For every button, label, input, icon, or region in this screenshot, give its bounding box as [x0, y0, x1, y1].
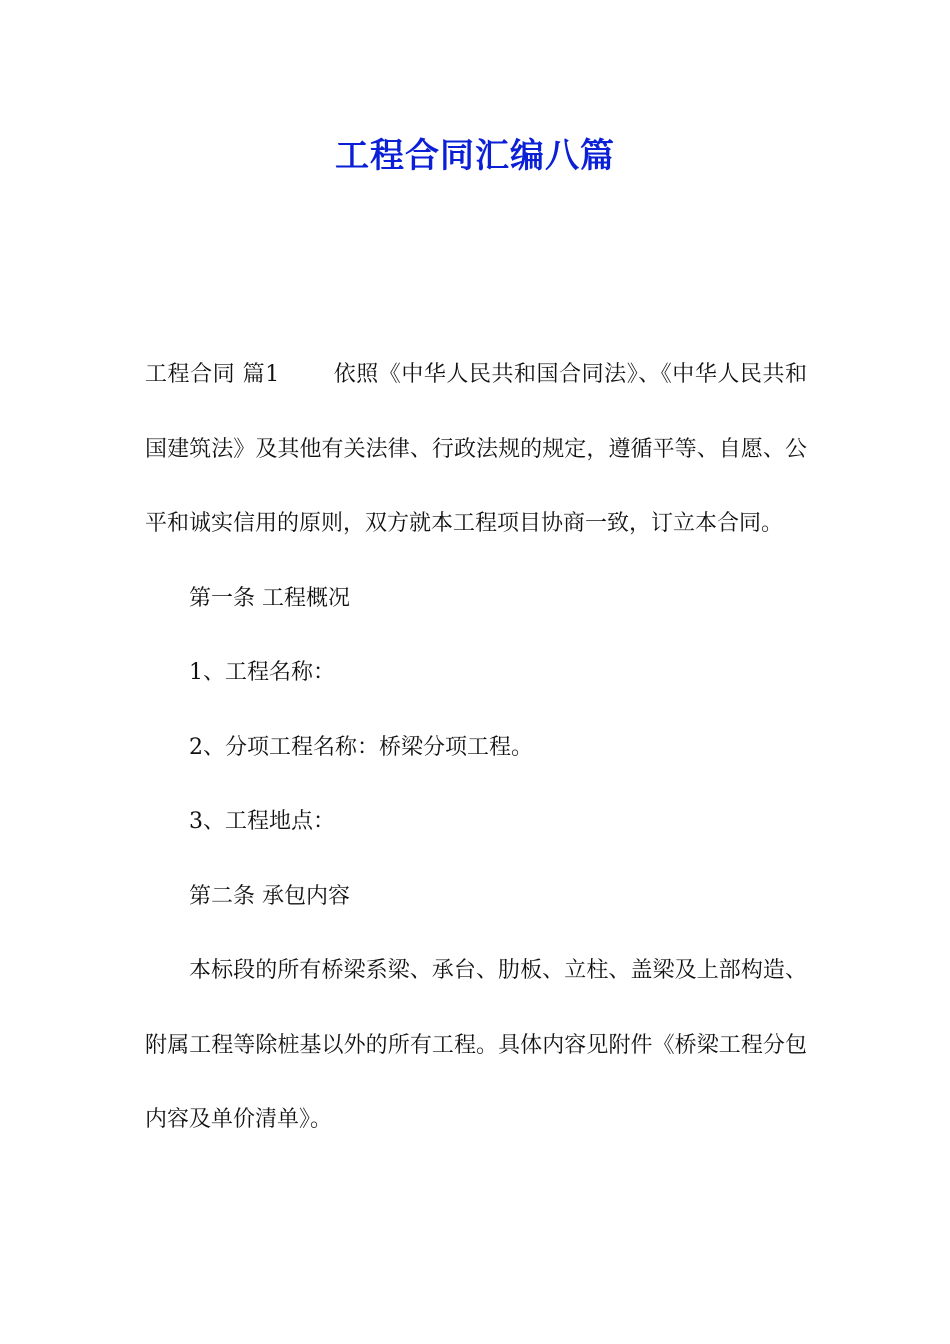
clause-body-2: 本标段的所有桥梁系梁、承台、肋板、立柱、盖梁及上部构造、附属工程等除桩基以外的所有工程。具体内容见附件《桥梁工程分包内容及单价清单》。	[145, 958, 807, 1132]
clause-item-3: 3、工程地点：	[189, 809, 335, 834]
document-body	[145, 338, 807, 1158]
clause-heading-1: 第一条 工程概况	[189, 585, 350, 611]
clause-heading-2: 第二条 承包内容	[189, 883, 350, 909]
clause-item-2: 2、分项工程名称：桥梁分项工程。	[189, 734, 533, 760]
intro-text: 依照《中华人民共和国合同法》、《中华人民共和国建筑法》及其他有关法律、行政法规的规定，遵循平等、自愿、公平和诚实信用的原则，双方就本工程项目协商一致，订立本合同。	[145, 362, 807, 536]
intro-label: 工程合同 篇1	[145, 362, 280, 387]
intro-paragraph	[145, 338, 807, 562]
document-title: 工程合同汇编八篇	[335, 136, 615, 176]
clause-item-1: 1、工程名称：	[189, 660, 335, 685]
